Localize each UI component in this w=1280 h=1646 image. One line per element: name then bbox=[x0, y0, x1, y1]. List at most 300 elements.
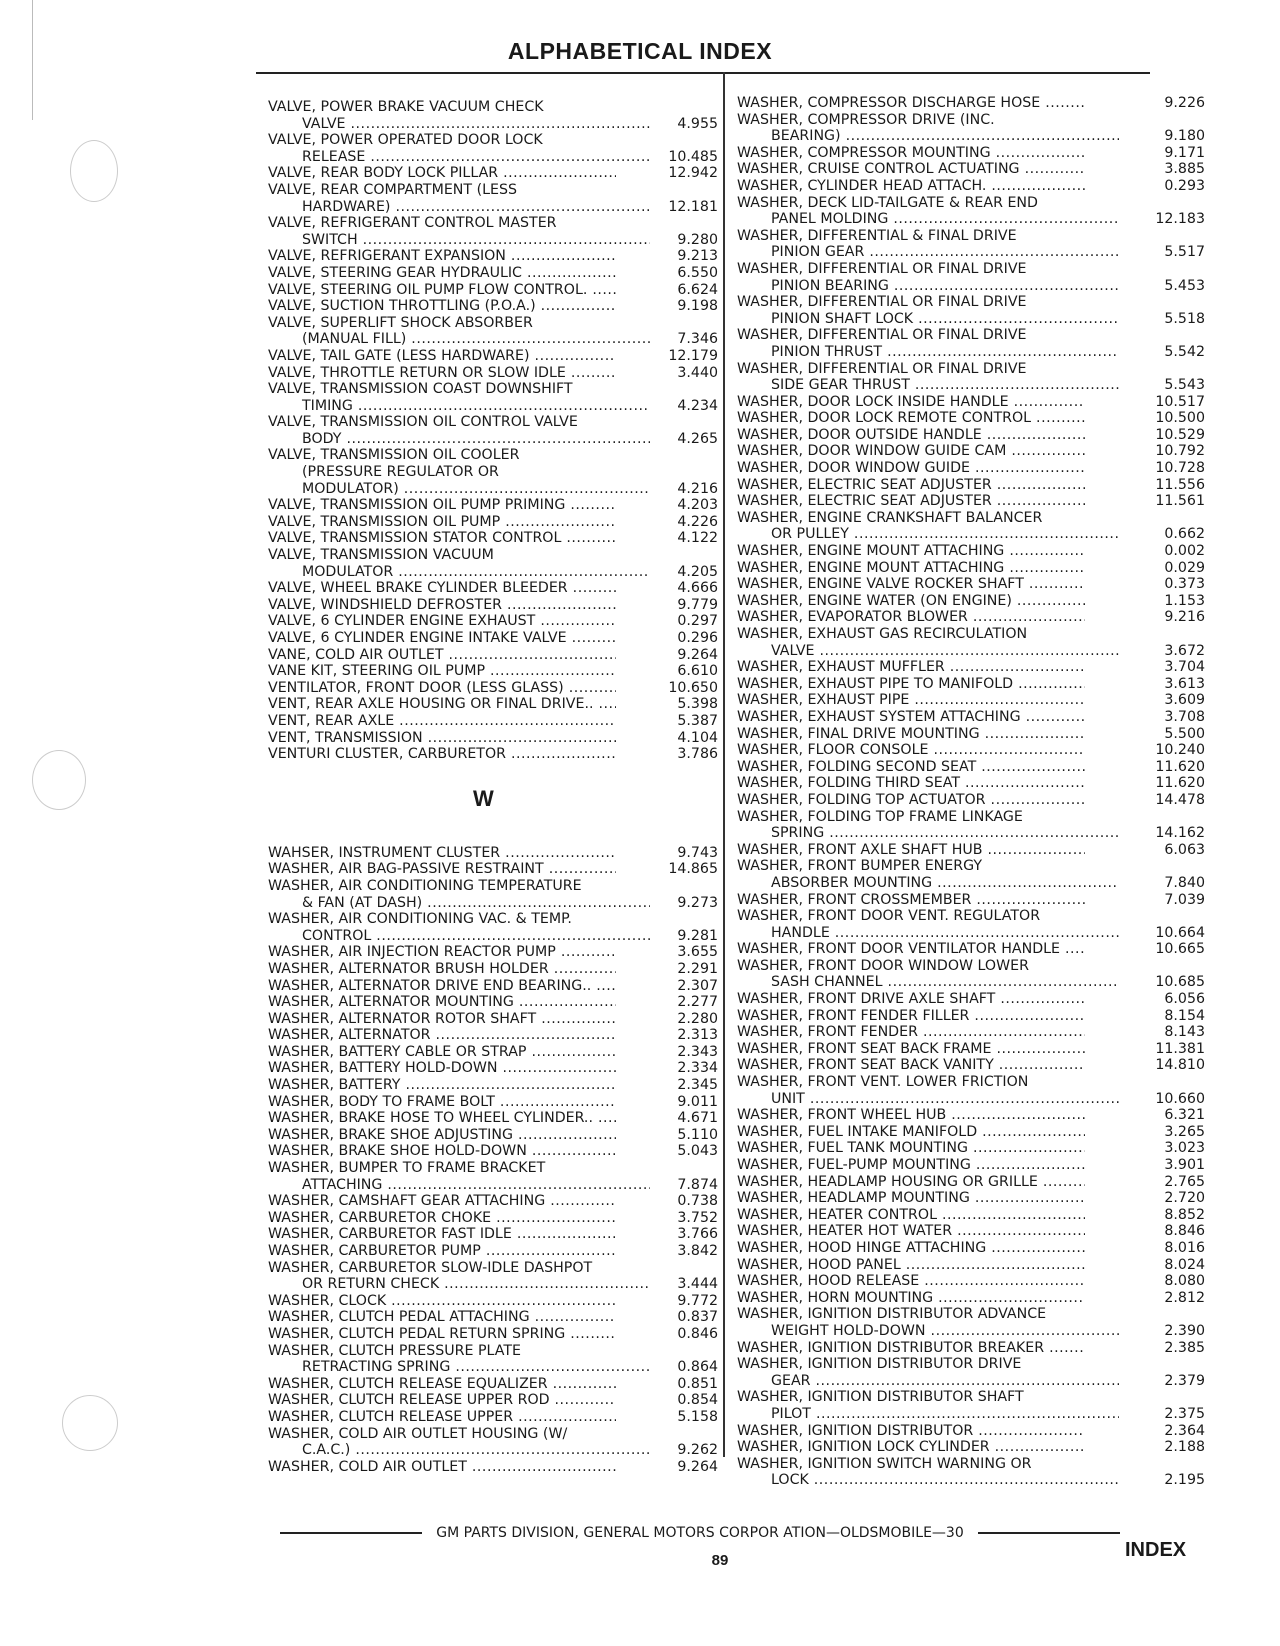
index-entry-page: 10.485 bbox=[668, 148, 718, 165]
index-entry-text: WASHER, CARBURETOR FAST IDLE ..... bbox=[268, 1226, 616, 1243]
index-entry bbox=[737, 443, 1205, 460]
index-entry-text: WASHER, EXHAUST MUFFLER ..... bbox=[737, 659, 1085, 676]
index-entry bbox=[737, 427, 1205, 444]
index-entry-row bbox=[268, 613, 718, 630]
index-entry-page: 4.226 bbox=[677, 513, 718, 530]
index-entry-page: 3.752 bbox=[677, 1209, 718, 1226]
index-entry-page: 2.364 bbox=[1164, 1422, 1205, 1439]
index-entry-text: WASHER, ELECTRIC SEAT ADJUSTER ..... bbox=[737, 477, 1085, 494]
index-entry-text: WASHER, IGNITION DISTRIBUTOR DRIVE bbox=[737, 1356, 1022, 1373]
index-entry bbox=[737, 1223, 1205, 1240]
index-entry-page: 8.852 bbox=[1164, 1206, 1205, 1223]
index-entry-page: 4.671 bbox=[677, 1110, 718, 1127]
index-entry bbox=[737, 460, 1205, 477]
index-entry-row bbox=[737, 1057, 1205, 1074]
index-entry bbox=[268, 447, 718, 497]
index-entry-page: 3.766 bbox=[677, 1226, 718, 1243]
index-entry-row bbox=[737, 759, 1205, 776]
index-entry-text: WASHER, BRAKE HOSE TO WHEEL CYLINDER.. ..... bbox=[268, 1110, 616, 1127]
index-entry-row bbox=[737, 161, 1205, 178]
index-entry bbox=[268, 1044, 718, 1061]
index-entry-page: 11.620 bbox=[1155, 775, 1205, 792]
index-entry-text: WASHER, FRONT DOOR WINDOW LOWER bbox=[737, 957, 1029, 974]
index-entry-row bbox=[268, 1226, 718, 1243]
index-entry bbox=[737, 1456, 1205, 1489]
index-entry-page: 2.334 bbox=[677, 1060, 718, 1077]
index-entry-text: WASHER, FRONT VENT. LOWER FRICTION bbox=[737, 1074, 1029, 1091]
index-entry-row bbox=[268, 1276, 718, 1293]
index-entry-page: 9.273 bbox=[677, 894, 718, 911]
index-entry bbox=[268, 132, 718, 165]
index-entry bbox=[737, 228, 1205, 261]
index-entry-text: WAHSER, INSTRUMENT CLUSTER ..... bbox=[268, 845, 616, 862]
index-entry-text: VALVE, 6 CYLINDER ENGINE EXHAUST ..... bbox=[268, 613, 616, 630]
index-entry-page: 6.321 bbox=[1164, 1107, 1205, 1124]
index-entry-text: WASHER, EXHAUST GAS RECIRCULATION bbox=[737, 626, 1028, 642]
index-entry bbox=[268, 1160, 718, 1193]
index-entry bbox=[737, 742, 1205, 759]
index-entry-text: WASHER, FUEL INTAKE MANIFOLD ..... bbox=[737, 1124, 1085, 1141]
index-entry-row bbox=[737, 1107, 1205, 1124]
index-entry-text: VALVE, STEERING GEAR HYDRAULIC ..... bbox=[268, 265, 616, 282]
index-entry-page: 10.517 bbox=[1155, 393, 1205, 410]
index-entry-row bbox=[268, 265, 718, 282]
index-entry-page: 11.561 bbox=[1155, 493, 1205, 510]
index-entry bbox=[737, 1024, 1205, 1041]
index-entry-page: 11.620 bbox=[1155, 758, 1205, 775]
index-entry-page: 9.772 bbox=[677, 1292, 718, 1309]
index-entry-text: WASHER, HEATER CONTROL ..... bbox=[737, 1207, 1085, 1224]
index-entry-text: WASHER, BODY TO FRAME BOLT ..... bbox=[268, 1094, 616, 1111]
index-entry-page: 0.293 bbox=[1164, 177, 1205, 194]
index-entry-text: WASHER, DECK LID-TAILGATE & REAR END bbox=[737, 194, 1038, 211]
index-entry-row bbox=[268, 564, 718, 581]
punch-hole-mark-bottom bbox=[62, 1395, 118, 1451]
index-entry bbox=[268, 1077, 718, 1094]
index-entry bbox=[268, 265, 718, 282]
index-entry-page: 9.264 bbox=[677, 1458, 718, 1475]
index-entry-row bbox=[268, 978, 718, 995]
index-entry-page: 4.216 bbox=[677, 480, 718, 497]
index-entry bbox=[268, 944, 718, 961]
index-entry-row bbox=[737, 593, 1205, 610]
index-entry-text: WASHER, COLD AIR OUTLET ..... bbox=[268, 1459, 616, 1476]
index-entry-row bbox=[268, 149, 718, 166]
index-entry-row bbox=[268, 1077, 718, 1094]
index-entry-page: 2.195 bbox=[1164, 1472, 1205, 1489]
index-entry bbox=[268, 696, 718, 713]
index-entry-row bbox=[268, 1193, 718, 1210]
index-entry-text: (MANUAL FILL) ..... bbox=[268, 331, 650, 348]
index-entry-row bbox=[268, 232, 718, 249]
index-entry bbox=[737, 145, 1205, 162]
index-entry-text: CONTROL ..... bbox=[268, 928, 650, 945]
index-entry bbox=[737, 1008, 1205, 1025]
footer-text: GM PARTS DIVISION, GENERAL MOTORS CORPOR ATION—OLDSMOBILE—30 bbox=[436, 1525, 964, 1541]
footer-rule-left bbox=[280, 1532, 422, 1534]
index-entry-page: 0.029 bbox=[1164, 559, 1205, 576]
index-entry-text: WASHER, EXHAUST PIPE TO MANIFOLD ..... bbox=[737, 676, 1085, 693]
index-entry bbox=[268, 1193, 718, 1210]
index-entry bbox=[268, 1011, 718, 1028]
index-entry-row bbox=[737, 1207, 1205, 1224]
punch-hole-mark-top bbox=[70, 140, 118, 202]
index-entry-text: WASHER, FOLDING TOP FRAME LINKAGE bbox=[737, 808, 1023, 825]
index-entry-text: VALVE, TRANSMISSION VACUUM bbox=[268, 547, 494, 564]
index-entry bbox=[737, 493, 1205, 510]
section-letter bbox=[268, 763, 718, 845]
index-entry-text: MODULATOR ..... bbox=[268, 564, 650, 581]
index-entry bbox=[268, 1293, 718, 1310]
index-entry-page: 12.181 bbox=[668, 198, 718, 215]
index-entry-row bbox=[737, 1140, 1205, 1157]
index-entry-text: WASHER, CAMSHAFT GEAR ATTACHING ..... bbox=[268, 1193, 616, 1210]
index-entry-text: TIMING ..... bbox=[268, 398, 650, 415]
index-entry-row bbox=[737, 1290, 1205, 1307]
index-entry-page: 3.885 bbox=[1164, 161, 1205, 178]
index-entry-text: WASHER, BUMPER TO FRAME BRACKET bbox=[268, 1160, 546, 1177]
index-entry-text: WASHER, CARBURETOR SLOW-IDLE DASHPOT bbox=[268, 1259, 593, 1276]
index-entry-text: SWITCH ..... bbox=[268, 232, 650, 249]
index-entry-row bbox=[268, 365, 718, 382]
index-entry-text: HANDLE ..... bbox=[737, 925, 1119, 942]
index-entry bbox=[268, 978, 718, 995]
index-entry-text: WASHER, HOOD RELEASE ..... bbox=[737, 1273, 1085, 1290]
index-entry bbox=[737, 1340, 1205, 1357]
index-entry-text: VALVE, TAIL GATE (LESS HARDWARE) ..... bbox=[268, 348, 616, 365]
index-entry-row bbox=[268, 481, 718, 498]
index-entry-row bbox=[268, 1459, 718, 1476]
index-entry-text: WASHER, HEADLAMP HOUSING OR GRILLE ..... bbox=[737, 1174, 1085, 1191]
index-entry-text: WASHER, FRONT DRIVE AXLE SHAFT ..... bbox=[737, 991, 1085, 1008]
index-entry bbox=[268, 1226, 718, 1243]
index-entry-text: VENT, REAR AXLE HOUSING OR FINAL DRIVE.. ..... bbox=[268, 696, 616, 713]
index-entry-page: 10.728 bbox=[1155, 460, 1205, 477]
index-entry-row bbox=[268, 928, 718, 945]
index-entry-row bbox=[268, 1027, 718, 1044]
index-entry-page: 8.846 bbox=[1164, 1223, 1205, 1240]
index-entry-text: WASHER, CRUISE CONTROL ACTUATING ..... bbox=[737, 161, 1085, 178]
index-entry-text: WASHER, DIFFERENTIAL OR FINAL DRIVE bbox=[737, 294, 1027, 311]
index-entry-page: 2.765 bbox=[1164, 1173, 1205, 1190]
index-entry bbox=[737, 1124, 1205, 1141]
index-entry-text: WASHER, DIFFERENTIAL OR FINAL DRIVE bbox=[737, 327, 1027, 344]
index-entry-text: WASHER, EXHAUST SYSTEM ATTACHING ..... bbox=[737, 709, 1085, 726]
index-entry-row bbox=[737, 278, 1205, 295]
index-entry-text: WASHER, EXHAUST PIPE ..... bbox=[737, 692, 1085, 709]
index-entry bbox=[737, 709, 1205, 726]
index-entry-page: 3.613 bbox=[1164, 675, 1205, 692]
index-entry-text: VALVE, POWER OPERATED DOOR LOCK bbox=[268, 132, 543, 149]
index-entry-page: 14.162 bbox=[1155, 825, 1205, 842]
index-entry-text: WASHER, EVAPORATOR BLOWER ..... bbox=[737, 609, 1085, 626]
index-entry-page: 4.104 bbox=[677, 729, 718, 746]
index-entry-row bbox=[268, 1060, 718, 1077]
index-entry-text: WASHER, CLOCK ..... bbox=[268, 1293, 616, 1310]
index-entry-page: 0.854 bbox=[677, 1392, 718, 1409]
index-entry bbox=[268, 580, 718, 597]
index-entry-page: 6.056 bbox=[1164, 991, 1205, 1008]
index-entry-row bbox=[737, 1439, 1205, 1456]
index-entry-text: WEIGHT HOLD-DOWN ..... bbox=[737, 1323, 1119, 1340]
index-entry bbox=[268, 381, 718, 414]
index-entry-row bbox=[268, 597, 718, 614]
index-entry-page: 4.122 bbox=[677, 530, 718, 547]
index-entry-text: SASH CHANNEL ..... bbox=[737, 974, 1119, 991]
index-entry-text: WASHER, ELECTRIC SEAT ADJUSTER ..... bbox=[737, 493, 1085, 510]
index-entry-text: WASHER, HEADLAMP MOUNTING ..... bbox=[737, 1190, 1085, 1207]
index-entry-page: 5.043 bbox=[677, 1143, 718, 1160]
index-entry-row bbox=[737, 211, 1205, 228]
index-entry-text: WASHER, DOOR OUTSIDE HANDLE ..... bbox=[737, 427, 1085, 444]
index-entry-text: WASHER, IGNITION SWITCH WARNING OR bbox=[737, 1455, 1032, 1472]
index-entry-page: 2.385 bbox=[1164, 1339, 1205, 1356]
index-entry bbox=[268, 530, 718, 547]
index-entry-text: WASHER, AIR INJECTION REACTOR PUMP ..... bbox=[268, 944, 616, 961]
index-entry bbox=[268, 1326, 718, 1343]
index-entry-row bbox=[737, 1124, 1205, 1141]
index-entry bbox=[737, 178, 1205, 195]
index-entry-text: WASHER, HEATER HOT WATER ..... bbox=[737, 1223, 1085, 1240]
index-entry bbox=[737, 626, 1205, 659]
index-entry-page: 14.810 bbox=[1155, 1057, 1205, 1074]
index-entry-row bbox=[737, 377, 1205, 394]
index-entry-page: 12.942 bbox=[668, 165, 718, 182]
index-entry-page: 6.550 bbox=[677, 264, 718, 281]
index-entry-page: 3.655 bbox=[677, 944, 718, 961]
index-entry bbox=[268, 547, 718, 580]
index-entry-row bbox=[268, 961, 718, 978]
index-entry bbox=[737, 858, 1205, 891]
index-entry-page: 3.265 bbox=[1164, 1123, 1205, 1140]
index-entry bbox=[737, 394, 1205, 411]
index-entry-text: WASHER, ENGINE VALVE ROCKER SHAFT ..... bbox=[737, 576, 1085, 593]
index-entry-page: 8.143 bbox=[1164, 1024, 1205, 1041]
index-entry-row bbox=[737, 775, 1205, 792]
index-entry-page: 3.609 bbox=[1164, 692, 1205, 709]
index-entry-row bbox=[737, 477, 1205, 494]
index-entry-text: WASHER, BRAKE SHOE ADJUSTING ..... bbox=[268, 1127, 616, 1144]
index-entry-row bbox=[268, 730, 718, 747]
index-entry-page: 0.297 bbox=[677, 613, 718, 630]
index-entry-text: WASHER, FOLDING SECOND SEAT ..... bbox=[737, 759, 1085, 776]
w-entries-list bbox=[268, 845, 718, 1476]
index-entry-row bbox=[268, 1127, 718, 1144]
index-entry-page: 7.039 bbox=[1164, 891, 1205, 908]
index-entry-page: 2.307 bbox=[677, 977, 718, 994]
index-entry-text: VALVE, REAR BODY LOCK PILLAR ..... bbox=[268, 165, 616, 182]
index-entry-page: 0.864 bbox=[677, 1359, 718, 1376]
index-entry bbox=[737, 1356, 1205, 1389]
index-entry-page: 8.024 bbox=[1164, 1256, 1205, 1273]
right-index-column bbox=[737, 95, 1205, 1489]
index-entry-text: WASHER, BATTERY CABLE OR STRAP ..... bbox=[268, 1044, 616, 1061]
index-entry bbox=[268, 1409, 718, 1426]
index-entry bbox=[737, 543, 1205, 560]
index-entry bbox=[268, 1426, 718, 1459]
index-entry-row bbox=[268, 248, 718, 265]
index-entry-row bbox=[268, 1177, 718, 1194]
index-entry bbox=[737, 1423, 1205, 1440]
index-entry bbox=[737, 759, 1205, 776]
index-entry bbox=[737, 1107, 1205, 1124]
scan-edge-line bbox=[32, 0, 33, 120]
index-entry-page: 2.188 bbox=[1164, 1439, 1205, 1456]
index-entry-text: VALVE ..... bbox=[268, 116, 650, 133]
index-entry-page: 0.738 bbox=[677, 1193, 718, 1210]
index-entry-text: WASHER, ALTERNATOR DRIVE END BEARING.. ..... bbox=[268, 978, 616, 995]
index-entry bbox=[268, 680, 718, 697]
index-entry-text: VALVE, THROTTLE RETURN OR SLOW IDLE ..... bbox=[268, 365, 616, 382]
index-entry-row bbox=[268, 199, 718, 216]
index-entry-row bbox=[737, 726, 1205, 743]
index-entry bbox=[737, 410, 1205, 427]
index-entry-page: 10.650 bbox=[668, 679, 718, 696]
index-entry-row bbox=[737, 1190, 1205, 1207]
index-entry-page: 4.265 bbox=[677, 430, 718, 447]
index-entry-text: VALVE, REFRIGERANT EXPANSION ..... bbox=[268, 248, 616, 265]
index-entry bbox=[268, 1309, 718, 1326]
index-entry-text: (PRESSURE REGULATOR OR bbox=[302, 464, 499, 481]
index-entry-page: 0.002 bbox=[1164, 543, 1205, 560]
index-entry-page: 9.281 bbox=[677, 927, 718, 944]
index-entry bbox=[268, 1376, 718, 1393]
index-entry-page: 2.277 bbox=[677, 994, 718, 1011]
index-entry-row bbox=[268, 1143, 718, 1160]
index-entry-text: VALVE, REFRIGERANT CONTROL MASTER bbox=[268, 215, 557, 232]
index-entry-text: WASHER, COMPRESSOR DRIVE (INC. bbox=[737, 111, 995, 128]
index-entry-page: 5.158 bbox=[677, 1408, 718, 1425]
index-entry-row bbox=[268, 282, 718, 299]
index-entry-row bbox=[737, 1373, 1205, 1390]
index-entry-row bbox=[737, 792, 1205, 809]
index-entry bbox=[737, 1157, 1205, 1174]
index-entry-row bbox=[737, 659, 1205, 676]
index-entry-row bbox=[737, 344, 1205, 361]
index-entry-page: 5.542 bbox=[1164, 343, 1205, 360]
index-entry-text: WASHER, IGNITION LOCK CYLINDER ..... bbox=[737, 1439, 1085, 1456]
index-entry-row bbox=[268, 1376, 718, 1393]
section-label: INDEX bbox=[1125, 1539, 1187, 1561]
index-entry-text: BEARING) ..... bbox=[737, 128, 1119, 145]
index-entry-row bbox=[268, 1210, 718, 1227]
index-entry-row bbox=[737, 842, 1205, 859]
index-entry-row bbox=[737, 427, 1205, 444]
section-letter-w: W bbox=[473, 785, 494, 811]
index-entry bbox=[737, 560, 1205, 577]
index-entry-text: VENTILATOR, FRONT DOOR (LESS GLASS) ..... bbox=[268, 680, 616, 697]
index-entry-text: VANE, COLD AIR OUTLET ..... bbox=[268, 647, 616, 664]
index-entry-row bbox=[268, 895, 718, 912]
index-entry bbox=[268, 597, 718, 614]
index-entry-page: 8.154 bbox=[1164, 1007, 1205, 1024]
index-entry bbox=[737, 659, 1205, 676]
index-entry bbox=[737, 361, 1205, 394]
index-entry-row bbox=[268, 1309, 718, 1326]
index-entry-text: LOCK ..... bbox=[737, 1472, 1119, 1489]
index-entry-text: WASHER, ALTERNATOR ROTOR SHAFT ..... bbox=[268, 1011, 616, 1028]
index-entry-page: 2.280 bbox=[677, 1010, 718, 1027]
index-entry-row bbox=[737, 1323, 1205, 1340]
index-entry-text: UNIT ..... bbox=[737, 1091, 1119, 1108]
index-entry bbox=[268, 994, 718, 1011]
index-entry-row bbox=[737, 742, 1205, 759]
index-entry-row bbox=[737, 892, 1205, 909]
index-entry bbox=[737, 1140, 1205, 1157]
index-entry-page: 9.262 bbox=[677, 1442, 718, 1459]
index-entry bbox=[268, 1127, 718, 1144]
index-entry-text: SPRING ..... bbox=[737, 825, 1119, 842]
index-entry-text: WASHER, DOOR LOCK REMOTE CONTROL ..... bbox=[737, 410, 1085, 427]
index-entry-row bbox=[268, 680, 718, 697]
index-entry-page: 0.662 bbox=[1164, 526, 1205, 543]
index-entry bbox=[737, 958, 1205, 991]
index-entry-row bbox=[268, 663, 718, 680]
index-entry-row bbox=[268, 1326, 718, 1343]
index-entry bbox=[268, 348, 718, 365]
index-entry-text: WASHER, CARBURETOR PUMP ..... bbox=[268, 1243, 616, 1260]
v-entries-list bbox=[268, 99, 718, 763]
index-entry bbox=[268, 1343, 718, 1376]
index-entry-text: VALVE, TRANSMISSION OIL COOLER bbox=[268, 447, 520, 464]
index-entry-text: WASHER, HOOD PANEL ..... bbox=[737, 1257, 1085, 1274]
index-entry-page: 3.786 bbox=[677, 746, 718, 763]
index-entry-row bbox=[268, 1243, 718, 1260]
index-entry-page: 3.901 bbox=[1164, 1157, 1205, 1173]
index-entry bbox=[268, 713, 718, 730]
index-entry-text: VALVE, SUPERLIFT SHOCK ABSORBER bbox=[268, 314, 533, 331]
index-entry bbox=[268, 215, 718, 248]
index-entry-row bbox=[268, 1044, 718, 1061]
index-entry-text: WASHER, COLD AIR OUTLET HOUSING (W/ bbox=[268, 1425, 568, 1442]
index-entry-text: VENT, REAR AXLE ..... bbox=[268, 713, 616, 730]
index-entry bbox=[737, 1290, 1205, 1307]
index-entry-text: VANE KIT, STEERING OIL PUMP ..... bbox=[268, 663, 616, 680]
index-entry-page: 10.500 bbox=[1155, 410, 1205, 427]
index-entry bbox=[268, 414, 718, 447]
index-entry-text: MODULATOR) ..... bbox=[268, 481, 650, 498]
index-entry bbox=[737, 195, 1205, 228]
index-entry bbox=[268, 99, 718, 132]
index-entry-page: 2.313 bbox=[677, 1027, 718, 1044]
index-entry-text: WASHER, HORN MOUNTING ..... bbox=[737, 1290, 1085, 1307]
index-entry-page: 9.280 bbox=[677, 231, 718, 248]
index-entry-text: GEAR ..... bbox=[737, 1373, 1119, 1390]
index-entry-page: 8.080 bbox=[1164, 1273, 1205, 1290]
index-entry-row bbox=[737, 1273, 1205, 1290]
index-entry-row bbox=[737, 178, 1205, 195]
index-entry-row bbox=[737, 460, 1205, 477]
index-entry bbox=[737, 161, 1205, 178]
index-entry-page: 9.216 bbox=[1164, 609, 1205, 626]
index-entry-row bbox=[737, 493, 1205, 510]
index-entry-row bbox=[268, 845, 718, 862]
index-entry-page: 9.171 bbox=[1164, 144, 1205, 161]
index-entry-page: 3.023 bbox=[1164, 1140, 1205, 1157]
index-entry-page: 5.453 bbox=[1164, 277, 1205, 294]
index-entry-text: PINION SHAFT LOCK ..... bbox=[737, 311, 1119, 328]
index-entry-text: VALVE, SUCTION THROTTLING (P.O.A.) ..... bbox=[268, 298, 616, 315]
index-entry-text: WASHER, HOOD HINGE ATTACHING ..... bbox=[737, 1240, 1085, 1257]
index-entry-text: WASHER, CLUTCH PEDAL RETURN SPRING ..... bbox=[268, 1326, 616, 1343]
index-entry-text: WASHER, FRONT BUMPER ENERGY bbox=[737, 858, 983, 875]
index-entry bbox=[737, 1207, 1205, 1224]
index-entry bbox=[268, 165, 718, 182]
index-entry bbox=[737, 941, 1205, 958]
index-entry-page: 3.708 bbox=[1164, 708, 1205, 725]
index-entry bbox=[737, 908, 1205, 941]
index-entry-text: OR RETURN CHECK ..... bbox=[268, 1276, 650, 1293]
